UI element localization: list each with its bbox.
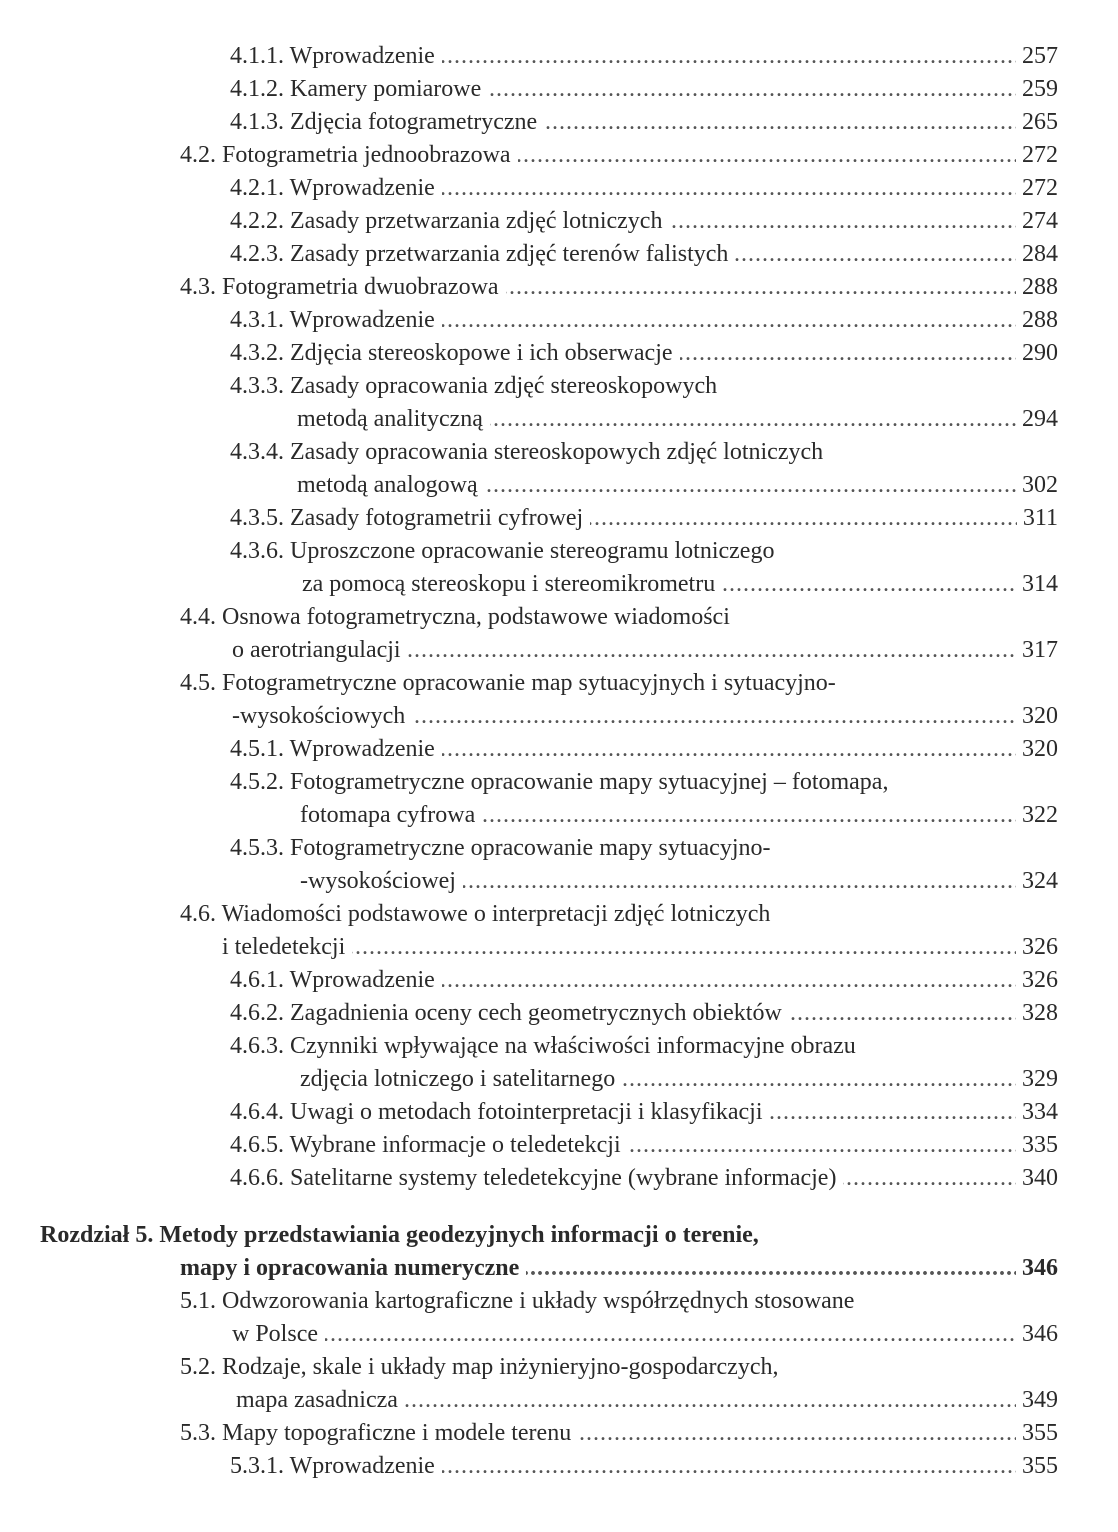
toc-entry-title-wrap <box>230 535 1098 568</box>
toc-entry-title-wrap <box>230 964 1018 997</box>
toc-entry-title: mapa zasadnicza <box>236 1387 405 1413</box>
toc-entry <box>0 535 1118 568</box>
toc-entry <box>0 139 1118 172</box>
toc-entry <box>0 337 1118 370</box>
toc-entry-title: w Polsce <box>232 1321 325 1347</box>
toc-entry <box>0 1384 1118 1417</box>
toc-entry-page-number: 314 <box>1016 568 1058 601</box>
toc-entry-title: 4.4. Osnowa fotogrametryczna, podstawowe wiadomości <box>180 604 737 630</box>
toc-entry-title: Rozdział 5. Metody przedstawiania geodezyjnych informacji o terenie, <box>40 1222 766 1248</box>
toc-entry-title-wrap <box>302 568 1018 601</box>
toc-entry-title: fotomapa cyfrowa <box>300 802 482 828</box>
toc-entry-page-number: 290 <box>1016 337 1058 370</box>
toc-entry-page-number: 272 <box>1016 172 1058 205</box>
toc-entry-title-wrap <box>230 436 1098 469</box>
toc-entry-title: mapy i opracowania numeryczne <box>180 1255 526 1281</box>
toc-entry-title-wrap <box>232 700 1018 733</box>
toc-entry <box>0 1351 1118 1384</box>
toc-entry <box>0 436 1118 469</box>
toc-entry-page-number: 302 <box>1016 469 1058 502</box>
toc-entry-title: 4.1.3. Zdjęcia fotogrametryczne <box>230 109 544 135</box>
toc-entry-title-wrap <box>230 733 1018 766</box>
toc-entry <box>0 205 1118 238</box>
toc-entry-title: 4.3.2. Zdjęcia stereoskopowe i ich obserwacje <box>230 340 680 366</box>
toc-entry-title-wrap <box>300 799 1018 832</box>
toc-entry-title: za pomocą stereoskopu i stereomikrometru <box>302 571 722 597</box>
toc-entry-title-wrap <box>232 1318 1018 1351</box>
toc-entry <box>0 931 1118 964</box>
toc-entry-title-wrap <box>180 139 1018 172</box>
toc-entry-title-wrap <box>180 1351 1098 1384</box>
toc-entry-title-wrap <box>230 40 1018 73</box>
toc-entry-title-wrap <box>230 997 1018 1030</box>
toc-entry-title: 4.6.4. Uwagi o metodach fotointerpretacji i klasyfikacji <box>230 1099 770 1125</box>
toc-entry <box>0 370 1118 403</box>
toc-entry-page-number: 329 <box>1016 1063 1058 1096</box>
toc-entry-page-number: 317 <box>1016 634 1058 667</box>
toc-entry-title: 4.3.4. Zasady opracowania stereoskopowych zdjęć lotniczych <box>230 439 830 465</box>
toc-entry <box>0 601 1118 634</box>
toc-entry-title-wrap <box>230 337 1018 370</box>
toc-entry-title-wrap <box>230 1096 1018 1129</box>
toc-entry <box>0 271 1118 304</box>
toc-entry-title: metodą analityczną <box>297 406 490 432</box>
toc-entry-title-wrap <box>230 1030 1098 1063</box>
toc-entry <box>0 1219 1118 1252</box>
toc-entry-title-wrap <box>230 172 1018 205</box>
toc-entry-title: 5.3. Mapy topograficzne i modele terenu <box>180 1420 578 1446</box>
toc-entry-title-wrap <box>230 73 1018 106</box>
toc-entry-page-number: 311 <box>1017 502 1058 535</box>
toc-entry <box>0 238 1118 271</box>
toc-entry <box>0 766 1118 799</box>
toc-entry <box>0 964 1118 997</box>
toc-entry <box>0 1162 1118 1195</box>
toc-entry-page-number: 322 <box>1016 799 1058 832</box>
toc-entry-page-number: 355 <box>1016 1450 1058 1483</box>
toc-entry-title: 4.1.2. Kamery pomiarowe <box>230 76 488 102</box>
toc-entry-page-number: 265 <box>1016 106 1058 139</box>
toc-entry <box>0 700 1118 733</box>
toc-entry-title: o aerotriangulacji <box>232 637 408 663</box>
toc-entry-title: 4.6.6. Satelitarne systemy teledetekcyjne (wybrane informacje) <box>230 1165 843 1191</box>
toc-entry-page-number: 284 <box>1016 238 1058 271</box>
toc-entry-title: 4.3.6. Uproszczone opracowanie stereogramu lotniczego <box>230 538 781 564</box>
toc-entry-title: 4.3.1. Wprowadzenie <box>230 307 442 333</box>
toc-entry-page-number: 335 <box>1016 1129 1058 1162</box>
toc-entry-title: 4.2. Fotogrametria jednoobrazowa <box>180 142 518 168</box>
toc-entry-title-wrap <box>180 667 1098 700</box>
toc-entry-title-wrap <box>236 1384 1018 1417</box>
toc-entry-page-number: 346 <box>1016 1318 1058 1351</box>
toc-entry <box>0 865 1118 898</box>
toc-entry-title: 4.5.3. Fotogrametryczne opracowanie mapy sytuacyjno- <box>230 835 778 861</box>
toc-entry <box>0 634 1118 667</box>
toc-entry <box>0 898 1118 931</box>
toc-entry <box>0 667 1118 700</box>
toc-entry <box>0 1252 1118 1285</box>
toc-entry-page-number: 326 <box>1016 931 1058 964</box>
toc-entry <box>0 1063 1118 1096</box>
toc-entry-title-wrap <box>180 1285 1098 1318</box>
toc-entry-page-number: 355 <box>1016 1417 1058 1450</box>
toc-entry-title: -wysokościowych <box>232 703 412 729</box>
toc-entry-title: 4.6. Wiadomości podstawowe o interpretacji zdjęć lotniczych <box>180 901 777 927</box>
toc-entry-title-wrap <box>180 1417 1018 1450</box>
toc-entry <box>0 1285 1118 1318</box>
toc-entry <box>0 1450 1118 1483</box>
toc-entry <box>0 1417 1118 1450</box>
toc-entry-title: 5.2. Rodzaje, skale i układy map inżynieryjno-gospodarczych, <box>180 1354 786 1380</box>
toc-entry-page-number: 259 <box>1016 73 1058 106</box>
toc-entry-page-number: 320 <box>1016 733 1058 766</box>
toc-entry <box>0 832 1118 865</box>
toc-entry-title-wrap <box>180 1252 1018 1285</box>
toc-entry <box>0 73 1118 106</box>
toc-entry-title: 5.3.1. Wprowadzenie <box>230 1453 442 1479</box>
toc-entry-title: metodą analogową <box>297 472 485 498</box>
toc-entry-title: 4.6.2. Zagadnienia oceny cech geometrycznych obiektów <box>230 1000 789 1026</box>
toc-entry <box>0 799 1118 832</box>
toc-entry-title-wrap <box>40 1219 1098 1252</box>
toc-entry-title-wrap <box>297 469 1018 502</box>
toc-entry-page-number: 328 <box>1016 997 1058 1030</box>
toc-entry-page-number: 346 <box>1016 1252 1058 1285</box>
toc-entry-page-number: 324 <box>1016 865 1058 898</box>
toc-entry-page-number: 294 <box>1016 403 1058 436</box>
toc-entry <box>0 1129 1118 1162</box>
toc-entry <box>0 172 1118 205</box>
toc-entry-title-wrap <box>180 601 1098 634</box>
toc-entry-title-wrap <box>230 304 1018 337</box>
toc-entry-page-number: 288 <box>1016 304 1058 337</box>
toc-entry-page-number: 288 <box>1016 271 1058 304</box>
toc-entry <box>0 568 1118 601</box>
toc-entry-title-wrap <box>230 1162 1018 1195</box>
toc-entry <box>0 502 1118 535</box>
toc-entry-title-wrap <box>297 403 1018 436</box>
toc-entry-page-number: 340 <box>1016 1162 1058 1195</box>
toc-entry <box>0 304 1118 337</box>
toc-entry-page-number: 257 <box>1016 40 1058 73</box>
toc-entry <box>0 106 1118 139</box>
toc-entry-title: 4.2.3. Zasady przetwarzania zdjęć terenów falistych <box>230 241 735 267</box>
toc-entry-title-wrap <box>230 205 1018 238</box>
toc-entry-title: 4.5.1. Wprowadzenie <box>230 736 442 762</box>
toc-entry-title-wrap <box>180 271 1018 304</box>
toc-entry-title: 5.1. Odwzorowania kartograficzne i układy współrzędnych stosowane <box>180 1288 861 1314</box>
toc-entry-title: 4.5.2. Fotogrametryczne opracowanie mapy sytuacyjnej – fotomapa, <box>230 769 895 795</box>
toc-entry <box>0 733 1118 766</box>
toc-entry-title: 4.6.3. Czynniki wpływające na właściwości informacyjne obrazu <box>230 1033 863 1059</box>
toc-entry-title: 4.3.3. Zasady opracowania zdjęć stereoskopowych <box>230 373 724 399</box>
toc-entry-title-wrap <box>300 865 1018 898</box>
toc-entry-title-wrap <box>230 832 1098 865</box>
toc-entry-title: 4.3.5. Zasady fotogrametrii cyfrowej <box>230 505 590 531</box>
toc-entry-title: 4.2.1. Wprowadzenie <box>230 175 442 201</box>
toc-entry <box>0 403 1118 436</box>
toc-entry-page-number: 274 <box>1016 205 1058 238</box>
toc-entry <box>0 997 1118 1030</box>
toc-entry-title-wrap <box>222 931 1018 964</box>
toc-entry-title: 4.1.1. Wprowadzenie <box>230 43 442 69</box>
toc-entry <box>0 469 1118 502</box>
toc-entry-title-wrap <box>230 238 1018 271</box>
toc-entry-page-number: 320 <box>1016 700 1058 733</box>
toc-entry-title: i teledetekcji <box>222 934 352 960</box>
toc-entry-page-number: 334 <box>1016 1096 1058 1129</box>
toc-entry-title-wrap <box>230 766 1098 799</box>
toc-entry-page-number: 326 <box>1016 964 1058 997</box>
toc-entry-title: 4.3. Fotogrametria dwuobrazowa <box>180 274 506 300</box>
toc-entry-title-wrap <box>232 634 1018 667</box>
toc-entry-title-wrap <box>230 502 1018 535</box>
toc-entry-title-wrap <box>230 106 1018 139</box>
toc-entry-title: 4.2.2. Zasady przetwarzania zdjęć lotniczych <box>230 208 669 234</box>
toc-entry-title-wrap <box>230 1129 1018 1162</box>
toc-entry-title: 4.5. Fotogrametryczne opracowanie map sytuacyjnych i sytuacyjno- <box>180 670 843 696</box>
toc-entry-title-wrap <box>180 898 1098 931</box>
toc-entry-title: 4.6.5. Wybrane informacje o teledetekcji <box>230 1132 628 1158</box>
toc-entry-title-wrap <box>300 1063 1018 1096</box>
toc-entry-title-wrap <box>230 370 1098 403</box>
toc-entry <box>0 1318 1118 1351</box>
toc-entry-title-wrap <box>230 1450 1018 1483</box>
toc-entry-page-number: 272 <box>1016 139 1058 172</box>
toc-entry-title: 4.6.1. Wprowadzenie <box>230 967 442 993</box>
toc-entry-title: -wysokościowej <box>300 868 463 894</box>
toc-entry <box>0 1096 1118 1129</box>
toc-entry <box>0 1030 1118 1063</box>
toc-entry <box>0 40 1118 73</box>
toc-entry-page-number: 349 <box>1016 1384 1058 1417</box>
toc-entry-title: zdjęcia lotniczego i satelitarnego <box>300 1066 622 1092</box>
